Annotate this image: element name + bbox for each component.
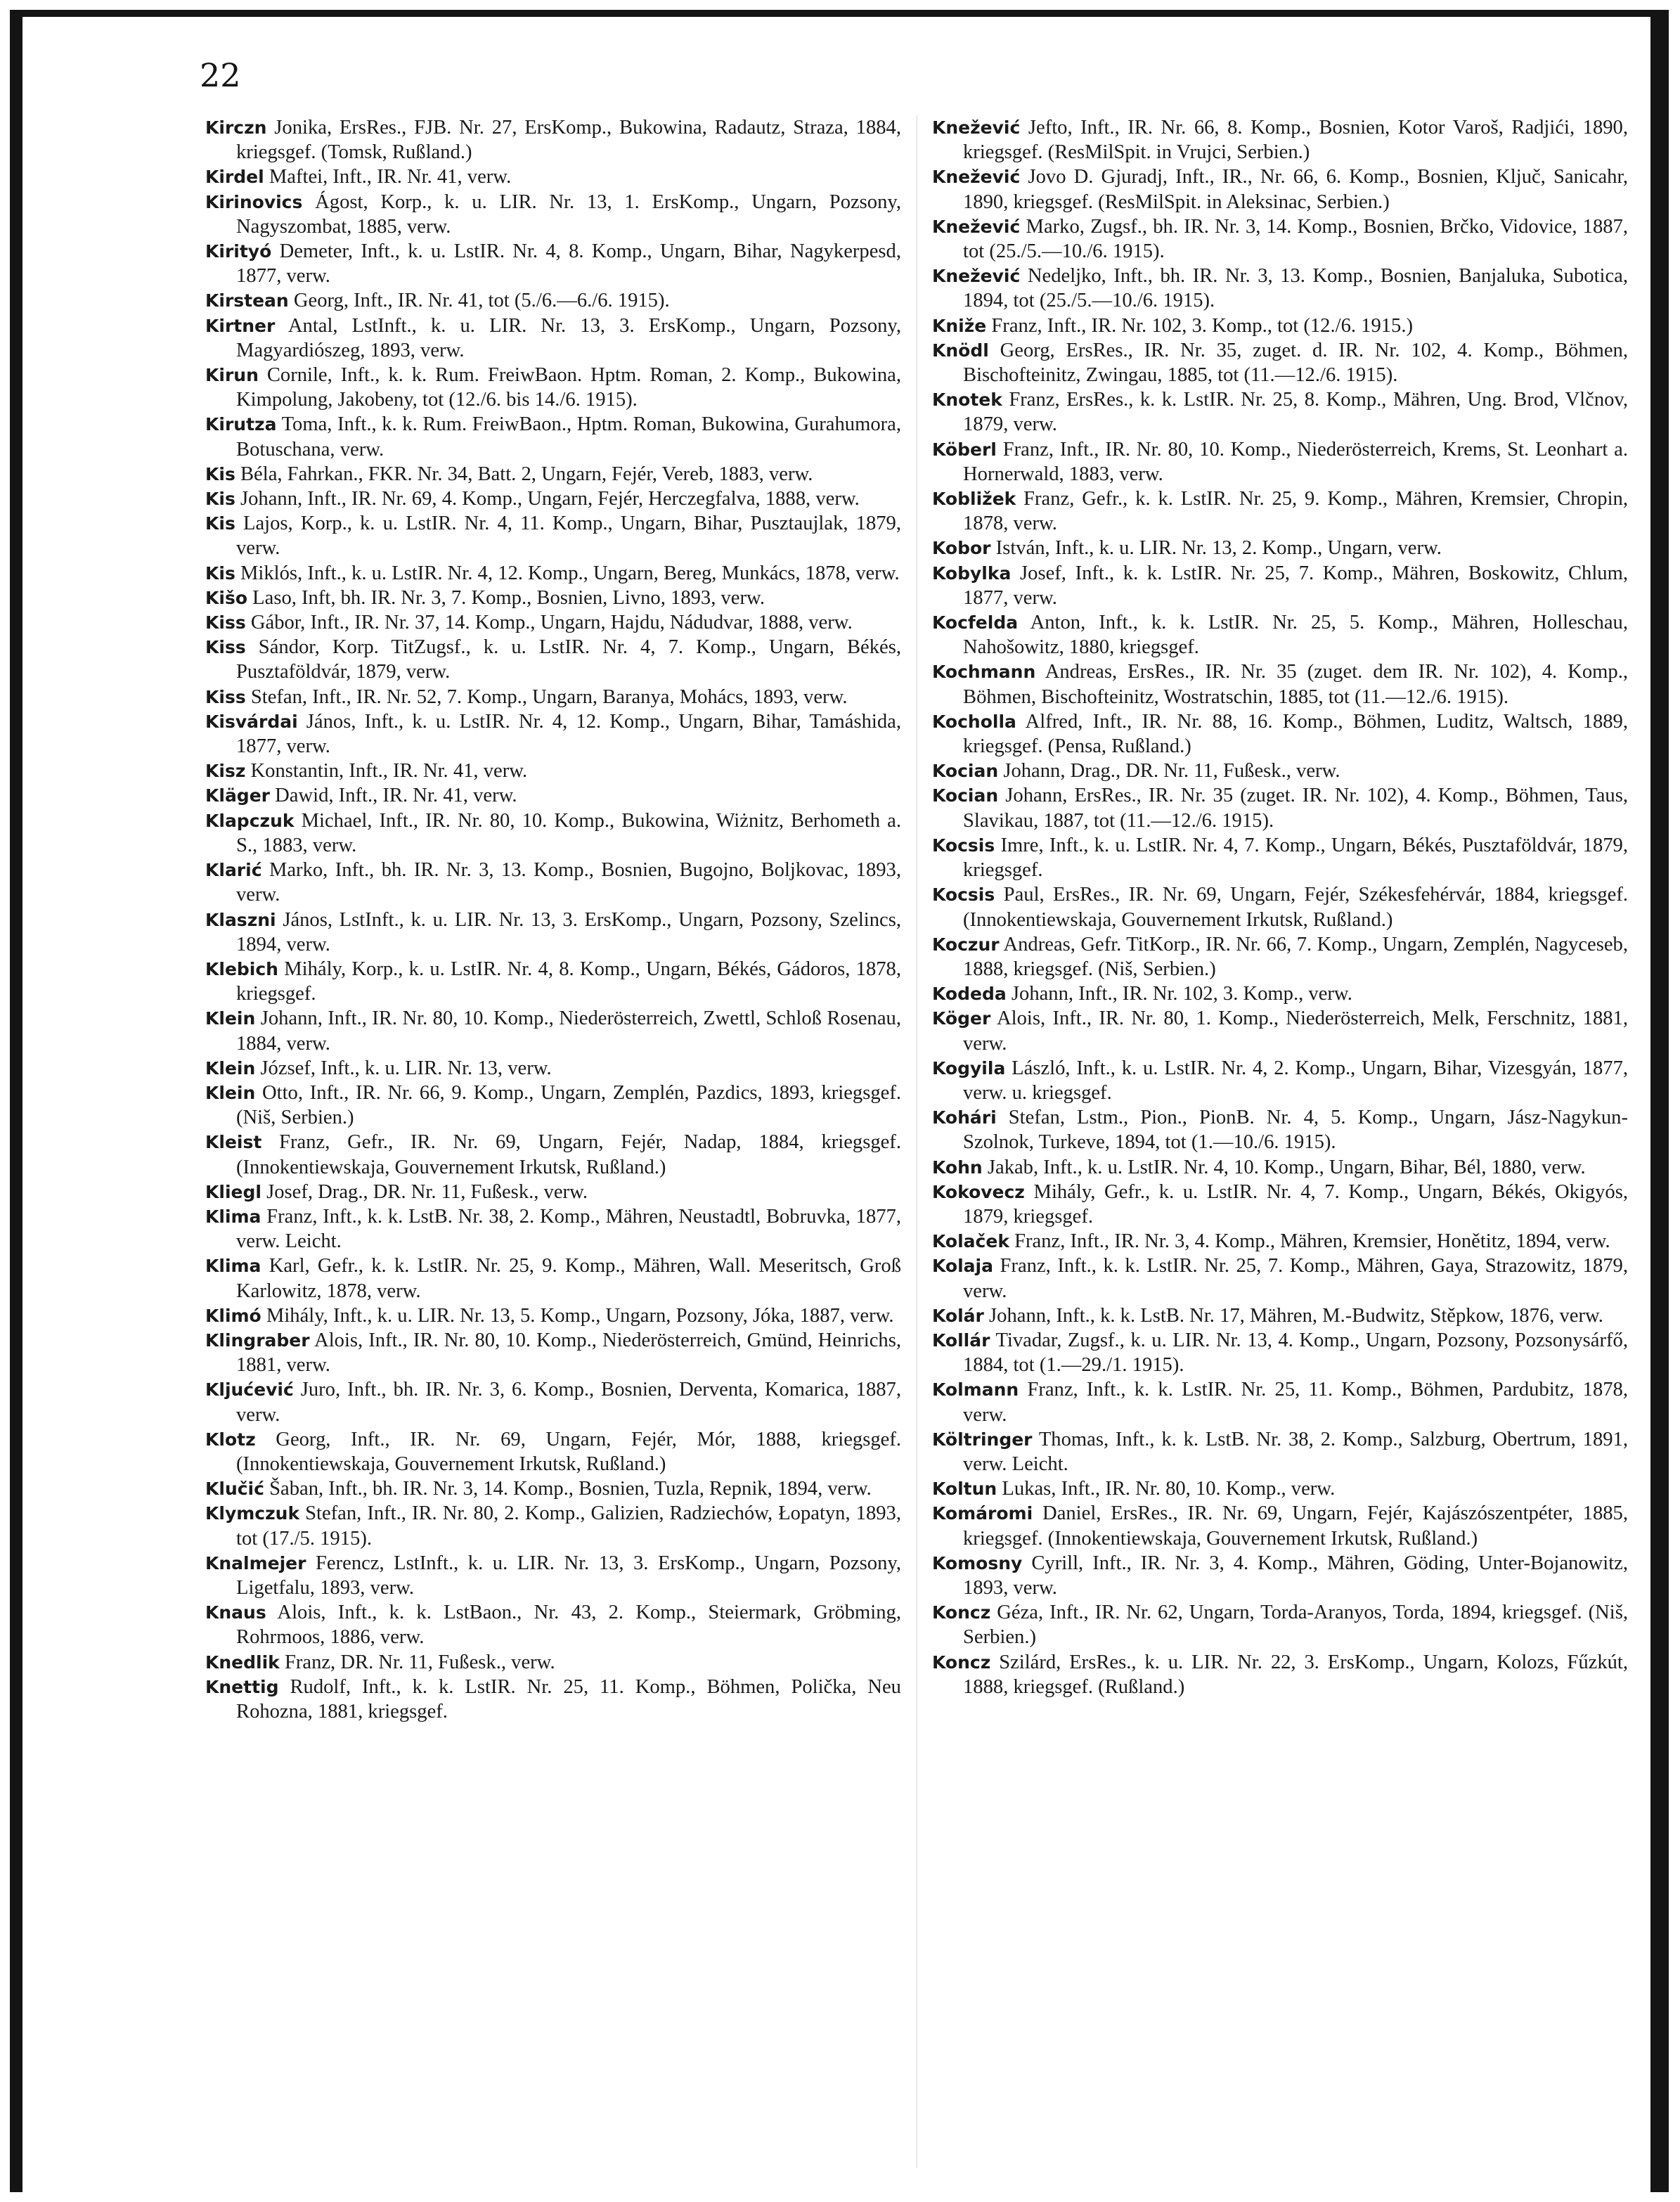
entry-details: Anton, Inft., k. k. LstIR. Nr. 25, 5. Komp., Mähren, Holleschau, Nahošowitz, 1880, kriegsgef. — [963, 612, 1628, 659]
scanned-page — [10, 10, 1669, 2192]
entry-details: Antal, LstInft., k. u. LIR. Nr. 13, 3. ErsKomp., Ungarn, Pozsony, Magyardiószeg, 1893, verw. — [236, 314, 901, 361]
entry-surname: Kocsis — [932, 835, 995, 856]
entry-surname: Klein — [205, 1008, 256, 1029]
entry-surname: Kohn — [932, 1157, 983, 1178]
list-item — [205, 1476, 901, 1501]
entry-surname: Kolmann — [932, 1379, 1019, 1401]
entry-surname: Kochmann — [932, 662, 1036, 683]
list-item — [932, 264, 1628, 313]
entry-surname: Kokovecz — [932, 1181, 1025, 1202]
list-item — [932, 1551, 1628, 1600]
entry-details: Jefto, Inft., IR. Nr. 66, 8. Komp., Bosnien, Kotor Varoš, Radjići, 1890, kriegsgef. (ResMilSpit. in Vrujci, Serbien.) — [963, 117, 1628, 164]
entry-surname: Klaszni — [205, 909, 276, 930]
list-item — [932, 115, 1628, 165]
entry-details: Mihály, Gefr., k. u. LstIR. Nr. 4, 7. Komp., Ungarn, Békés, Okigyós, 1879, kriegsgef. — [963, 1180, 1628, 1228]
list-item — [932, 314, 1628, 338]
entry-surname: Knežević — [932, 117, 1021, 138]
list-item — [205, 190, 901, 239]
entry-surname: Knotek — [932, 389, 1002, 411]
entry-surname: Klimó — [205, 1305, 261, 1326]
entry-surname: Knežević — [932, 266, 1021, 287]
entry-details: Stefan, Inft., IR. Nr. 52, 7. Komp., Ungarn, Baranya, Mohács, 1893, verw. — [250, 685, 848, 708]
list-item — [205, 759, 901, 783]
list-item — [205, 1006, 901, 1055]
list-item — [932, 1427, 1628, 1476]
entry-surname: Koczur — [932, 934, 1000, 955]
entry-details: Johann, Inft., IR. Nr. 80, 10. Komp., Niederösterreich, Zwettl, Schloß Rosenau, 1884, verw. — [236, 1007, 901, 1055]
entry-surname: Kirinovics — [205, 191, 303, 212]
entry-surname: Knettig — [205, 1676, 279, 1697]
list-item — [932, 1229, 1628, 1254]
entry-surname: Köger — [932, 1008, 991, 1029]
entry-surname: Kirtner — [205, 315, 276, 336]
entry-surname: Klima — [205, 1256, 261, 1277]
entry-surname: Kolaček — [932, 1231, 1009, 1252]
entry-surname: Klapczuk — [205, 810, 295, 831]
entry-surname: Kobližek — [932, 489, 1016, 510]
list-item — [205, 363, 901, 412]
entry-details: Ferencz, LstInft., k. u. LIR. Nr. 13, 3. ErsKomp., Ungarn, Pozsony, Ligetfalu, 1893, verw. — [236, 1552, 901, 1599]
list-item — [932, 487, 1628, 536]
entry-details: Toma, Inft., k. k. Rum. FreiwBaon., Hptm. Roman, Bukowina, Gurahumora, Botuschana, verw. — [236, 413, 901, 461]
entry-surname: Kliegl — [205, 1181, 261, 1202]
list-item — [932, 1006, 1628, 1055]
list-item — [205, 858, 901, 907]
entry-surname: Kljućević — [205, 1379, 294, 1401]
entry-surname: Klein — [205, 1057, 256, 1079]
entry-details: Andreas, Gefr. TitKorp., IR. Nr. 66, 7. Komp., Ungarn, Zemplén, Nagyceseb, 1888, kriegsgef. (Niš, Serbien.) — [963, 933, 1628, 980]
entry-details: Demeter, Inft., k. u. LstIR. Nr. 4, 8. Komp., Ungarn, Bihar, Nagykerpesd, 1877, verw. — [236, 240, 901, 288]
entry-surname: Kogyila — [932, 1057, 1006, 1079]
entry-surname: Klučić — [205, 1479, 264, 1500]
list-item — [205, 288, 901, 313]
entry-surname: Klingraber — [205, 1329, 310, 1351]
entry-details: Mihály, Inft., k. u. LIR. Nr. 13, 5. Komp., Ungarn, Pozsony, Jóka, 1887, verw. — [266, 1304, 894, 1327]
list-item — [205, 783, 901, 808]
list-item — [205, 1081, 901, 1130]
entry-surname: Kiss — [205, 612, 246, 633]
entry-details: Alois, Inft., IR. Nr. 80, 1. Komp., Niederösterreich, Melk, Ferschnitz, 1881, verw. — [963, 1007, 1628, 1055]
entry-details: Jovo D. Gjuradj, Inft., IR., Nr. 66, 6. Komp., Bosnien, Ključ, Sanicahr, 1890, kriegsgef. (ResMilSpit. in Aleksinac, Serbien.) — [963, 166, 1628, 213]
list-item — [932, 981, 1628, 1006]
entry-details: Paul, ErsRes., IR. Nr. 69, Ungarn, Fejér, Székesfehérvár, 1884, kriegsgef. (Innokentiewskaja, Gouvernement Irkutsk, Rußland.) — [963, 884, 1628, 931]
entry-surname: Knödl — [932, 340, 989, 361]
entry-details: Marko, Inft., bh. IR. Nr. 3, 13. Komp., Bosnien, Bugojno, Boljkovac, 1893, verw. — [236, 859, 902, 906]
entry-surname: Kläger — [205, 785, 270, 806]
list-item — [932, 1056, 1628, 1105]
list-item — [205, 685, 901, 709]
entry-details: Josef, Inft., k. k. LstIR. Nr. 25, 7. Komp., Mähren, Boskowitz, Chlum, 1877, verw. — [963, 562, 1628, 609]
list-item — [932, 338, 1628, 387]
entry-surname: Kis — [205, 489, 235, 510]
entry-surname: Kis — [205, 463, 235, 484]
entry-details: Géza, Inft., IR. Nr. 62, Ungarn, Torda-Aranyos, Torda, 1894, kriegsgef. (Niš, Serbien.) — [963, 1602, 1628, 1649]
entry-details: Jakab, Inft., k. u. LstIR. Nr. 4, 10. Komp., Ungarn, Bihar, Bél, 1880, verw. — [987, 1156, 1586, 1178]
entry-surname: Kis — [205, 513, 235, 534]
entry-surname: Klarić — [205, 860, 262, 881]
list-item — [932, 1377, 1628, 1427]
entry-details: Lajos, Korp., k. u. LstIR. Nr. 4, 11. Komp., Ungarn, Bihar, Pusztaujlak, 1879, verw. — [236, 513, 901, 560]
list-item — [932, 783, 1628, 832]
entry-details: Stefan, Inft., IR. Nr. 80, 2. Komp., Galizien, Radziechów, Łopatyn, 1893, tot (17./5. 1915). — [236, 1502, 901, 1550]
list-item — [205, 1427, 901, 1476]
list-item — [205, 165, 901, 189]
entry-surname: Köberl — [932, 439, 997, 460]
entry-details: Jonika, ErsRes., FJB. Nr. 27, ErsKomp., Bukowina, Radautz, Straza, 1884, kriegsgef. (Tomsk, Rußland.) — [236, 117, 901, 164]
entry-details: Gábor, Inft., IR. Nr. 37, 14. Komp., Ungarn, Hajdu, Nádudvar, 1888, verw. — [250, 612, 853, 634]
list-item — [932, 1105, 1628, 1154]
entry-details: Daniel, ErsRes., IR. Nr. 69, Ungarn, Fejér, Kajászószentpéter, 1885, kriegsgef. (Innokentiewskaja, Gouvernement Irkutsk, Rußland.) — [963, 1502, 1628, 1550]
entry-surname: Kodeda — [932, 984, 1007, 1005]
entry-surname: Kišo — [205, 587, 247, 608]
list-item — [205, 1675, 901, 1724]
list-item — [205, 1650, 901, 1675]
entry-details: Thomas, Inft., k. k. LstB. Nr. 38, 2. Komp., Salzburg, Obertrum, 1891, verw. Leicht. — [963, 1428, 1628, 1475]
list-item — [932, 536, 1628, 560]
list-item — [205, 610, 901, 635]
entry-surname: Knežević — [932, 216, 1021, 237]
entry-details: Miklós, Inft., k. u. LstIR. Nr. 4, 12. Komp., Ungarn, Bereg, Munkács, 1878, verw. — [240, 562, 900, 584]
list-item — [932, 1501, 1628, 1550]
entry-surname: Knalmejer — [205, 1552, 306, 1573]
list-item — [205, 1180, 901, 1204]
scan-border-top — [10, 10, 1669, 17]
entry-surname: Kis — [205, 562, 235, 584]
entry-details: Johann, Inft., k. k. LstB. Nr. 17, Mähren, M.-Budwitz, Stěpkow, 1876, verw. — [989, 1304, 1603, 1327]
list-item — [205, 462, 901, 487]
entry-details: Juro, Inft., bh. IR. Nr. 3, 6. Komp., Bosnien, Derventa, Komarica, 1887, verw. — [236, 1379, 901, 1426]
entry-surname: Komosny — [932, 1552, 1023, 1573]
entry-surname: Kirun — [205, 365, 259, 386]
list-item — [205, 239, 901, 288]
entry-surname: Kniže — [932, 315, 987, 336]
entry-surname: Kobylka — [932, 562, 1012, 584]
entry-surname: Knaus — [205, 1602, 266, 1623]
entry-details: László, Inft., k. u. LstIR. Nr. 4, 2. Komp., Ungarn, Bihar, Vizesgyán, 1877, verw. u. kriegsgef. — [963, 1057, 1629, 1104]
entry-details: Tivadar, Zugsf., k. u. LIR. Nr. 13, 4. Komp., Ungarn, Pozsony, Pozsonysárfő, 1884, tot (1.—29./1. 1915). — [963, 1329, 1628, 1377]
entry-details: Laso, Inft, bh. IR. Nr. 3, 7. Komp., Bosnien, Livno, 1893, verw. — [252, 586, 765, 609]
entry-surname: Kohári — [932, 1107, 997, 1128]
entry-details: Franz, Inft., IR. Nr. 102, 3. Komp., tot (12./6. 1915.) — [991, 314, 1414, 337]
entry-details: Franz, Gefr., IR. Nr. 69, Ungarn, Fejér, Nadap, 1884, kriegsgef. (Innokentiewskaja, Gouvernement Irkutsk, Rußland.) — [236, 1131, 901, 1178]
list-item — [205, 908, 901, 957]
entry-details: Franz, Inft., k. k. LstIR. Nr. 25, 11. Komp., Böhmen, Pardubitz, 1878, verw. — [963, 1379, 1628, 1426]
list-item — [205, 957, 901, 1006]
list-item — [932, 1180, 1628, 1229]
entry-surname: Kocholla — [932, 711, 1016, 732]
left-column — [205, 115, 901, 1724]
list-item — [205, 1130, 901, 1179]
entry-details: Andreas, ErsRes., IR. Nr. 35 (zuget. dem IR. Nr. 102), 4. Komp., Böhmen, Bischofteinitz, Wostratschin, 1885, tot (11.—12./6. 1915). — [963, 661, 1629, 708]
list-item — [205, 635, 901, 684]
list-item — [205, 1056, 901, 1081]
list-item — [205, 487, 901, 511]
list-item — [932, 610, 1628, 659]
list-item — [932, 1328, 1628, 1377]
entry-details: Sándor, Korp. TitZugsf., k. u. LstIR. Nr. 4, 7. Komp., Ungarn, Békés, Pusztaföldvár, 1879, verw. — [236, 636, 901, 683]
list-item — [932, 387, 1628, 437]
entry-surname: Kocsis — [932, 884, 995, 906]
entry-surname: Knežević — [932, 167, 1021, 188]
entry-surname: Kobor — [932, 538, 991, 559]
entry-details: Franz, Inft., IR. Nr. 3, 4. Komp., Mähren, Kremsier, Honětitz, 1894, verw. — [1014, 1230, 1610, 1253]
entry-surname: Kisvárdai — [205, 711, 298, 732]
list-item — [932, 214, 1628, 264]
list-item — [205, 314, 901, 363]
entry-details: Béla, Fahrkan., FKR. Nr. 34, Batt. 2, Ungarn, Fejér, Vereb, 1883, verw. — [240, 463, 813, 485]
scan-border-left — [10, 10, 22, 2192]
entry-details: Lukas, Inft., IR. Nr. 80, 10. Komp., verw. — [1002, 1478, 1336, 1500]
list-item — [205, 561, 901, 586]
entry-details: István, Inft., k. u. LIR. Nr. 13, 2. Komp., Ungarn, verw. — [995, 537, 1442, 560]
entry-details: Nedeljko, Inft., bh. IR. Nr. 3, 13. Komp., Bosnien, Banjaluka, Subotica, 1894, tot (25./5.—10./6. 1915). — [963, 265, 1628, 312]
entry-details: Franz, Inft., k. k. LstIR. Nr. 25, 7. Komp., Mähren, Gaya, Strazowitz, 1879, verw. — [963, 1255, 1628, 1302]
entry-details: Georg, ErsRes., IR. Nr. 35, zuget. d. IR. Nr. 102, 4. Komp., Böhmen, Bischofteinitz, Zwingau, 1885, tot (11.—12./6. 1915). — [963, 339, 1628, 387]
entry-surname: Kollár — [932, 1329, 990, 1351]
entry-details: Imre, Inft., k. u. LstIR. Nr. 4, 7. Komp., Ungarn, Békés, Pusztaföldvár, 1879, kriegsgef. — [963, 834, 1628, 882]
list-item — [205, 1204, 901, 1254]
entry-details: Franz, Gefr., k. k. LstIR. Nr. 25, 9. Komp., Mähren, Kremsier, Chropin, 1878, verw. — [963, 488, 1628, 535]
list-item — [205, 586, 901, 610]
entry-details: Cornile, Inft., k. k. Rum. FreiwBaon. Hptm. Roman, 2. Komp., Bukowina, Kimpolung, Jakobeny, tot (12./6. bis 14./6. 1915). — [236, 364, 901, 411]
entry-surname: Klymczuk — [205, 1503, 300, 1524]
list-item — [205, 809, 901, 858]
list-item — [205, 1328, 901, 1377]
entry-details: Cyrill, Inft., IR. Nr. 3, 4. Komp., Mähren, Göding, Unter-Bojanowitz, 1893, verw. — [963, 1552, 1628, 1599]
list-item — [932, 759, 1628, 783]
entry-details: Maftei, Inft., IR. Nr. 41, verw. — [269, 166, 512, 188]
entry-details: Johann, Inft., IR. Nr. 102, 3. Komp., verw. — [1011, 983, 1352, 1005]
entry-details: Franz, DR. Nr. 11, Fußesk., verw. — [284, 1651, 555, 1673]
entry-surname: Kocfelda — [932, 612, 1019, 633]
list-item — [932, 1476, 1628, 1501]
entry-surname: Kirczn — [205, 117, 267, 138]
list-item — [932, 1303, 1628, 1328]
list-item — [205, 115, 901, 165]
list-item — [205, 511, 901, 560]
list-item — [932, 659, 1628, 709]
entry-surname: Kleist — [205, 1132, 262, 1153]
entry-surname: Kolaja — [932, 1256, 993, 1277]
entry-details: József, Inft., k. u. LIR. Nr. 13, verw. — [260, 1057, 552, 1079]
entry-details: Mihály, Korp., k. u. LstIR. Nr. 4, 8. Komp., Ungarn, Békés, Gádoros, 1878, kriegsgef. — [236, 958, 901, 1005]
entry-details: Georg, Inft., IR. Nr. 41, tot (5./6.—6./6. 1915). — [293, 290, 670, 312]
list-item — [932, 1155, 1628, 1180]
list-item — [932, 1650, 1628, 1699]
entry-details: Ágost, Korp., k. u. LIR. Nr. 13, 1. ErsKomp., Ungarn, Pozsony, Nagyszombat, 1885, verw. — [236, 191, 901, 238]
entry-surname: Klotz — [205, 1429, 256, 1450]
list-item — [205, 1303, 901, 1328]
entry-surname: Klein — [205, 1082, 256, 1103]
entry-details: Marko, Zugsf., bh. IR. Nr. 3, 14. Komp., Bosnien, Brčko, Vidovice, 1887, tot (25./5.—10./6. 1915). — [963, 215, 1628, 263]
entry-surname: Kolár — [932, 1305, 984, 1326]
entry-surname: Knedlik — [205, 1652, 280, 1673]
entry-details: János, Inft., k. u. LstIR. Nr. 4, 12. Komp., Ungarn, Bihar, Tamáshida, 1877, verw. — [236, 710, 901, 758]
entry-surname: Klebich — [205, 958, 278, 979]
entry-details: Karl, Gefr., k. k. LstIR. Nr. 25, 9. Komp., Mähren, Wall. Meseritsch, Groß Karlowitz, 1878, verw. — [236, 1255, 902, 1302]
entry-details: Šaban, Inft., bh. IR. Nr. 3, 14. Komp., Bosnien, Tuzla, Repnik, 1894, verw. — [269, 1478, 872, 1500]
entry-surname: Kiss — [205, 686, 246, 707]
entry-details: Alfred, Inft., IR. Nr. 88, 16. Komp., Böhmen, Luditz, Waltsch, 1889, kriegsgef. (Pensa, Rußland.) — [963, 710, 1628, 758]
entry-details: Josef, Drag., DR. Nr. 11, Fußesk., verw. — [266, 1180, 588, 1203]
entry-surname: Kisz — [205, 761, 246, 782]
list-item — [205, 1600, 901, 1649]
entry-surname: Költringer — [932, 1429, 1033, 1450]
list-item — [205, 1254, 901, 1303]
list-item — [205, 1551, 901, 1600]
page-number: 22 — [200, 56, 241, 94]
entry-details: Michael, Inft., IR. Nr. 80, 10. Komp., Bukowina, Wiżnitz, Berhometh a. S., 1883, verw. — [236, 809, 901, 856]
list-item — [932, 1254, 1628, 1303]
entry-details: Stefan, Lstm., Pion., PionB. Nr. 4, 5. Komp., Ungarn, Jász-Nagykun-Szolnok, Turkeve, 1894, tot (1.—10./6. 1915). — [963, 1107, 1628, 1154]
entry-surname: Kocian — [932, 761, 999, 782]
entry-details: Franz, Inft., IR. Nr. 80, 10. Komp., Niederösterreich, Krems, St. Leonhart a. Hornerwald, 1883, verw. — [963, 438, 1628, 485]
entry-details: Franz, Inft., k. k. LstB. Nr. 38, 2. Komp., Mähren, Neustadtl, Bobruvka, 1877, verw. Leicht. — [236, 1205, 901, 1253]
entry-surname: Kirutza — [205, 414, 277, 435]
entry-surname: Kirstean — [205, 290, 289, 311]
list-item — [205, 709, 901, 759]
scan-border-right — [1650, 10, 1669, 2192]
list-item — [932, 561, 1628, 610]
entry-surname: Klima — [205, 1206, 261, 1227]
list-item — [932, 932, 1628, 981]
entry-details: Johann, Drag., DR. Nr. 11, Fußesk., verw. — [1003, 760, 1340, 783]
entry-surname: Koltun — [932, 1479, 997, 1500]
entry-details: Johann, ErsRes., IR. Nr. 35 (zuget. IR. Nr. 102), 4. Komp., Böhmen, Taus, Slavikau, 1887, tot (11.—12./6. 1915). — [963, 785, 1628, 832]
list-item — [205, 1377, 901, 1427]
entry-details: Franz, ErsRes., k. k. LstIR. Nr. 25, 8. Komp., Mähren, Ung. Brod, Vlčnov, 1879, verw. — [963, 389, 1629, 436]
entry-details: Dawid, Inft., IR. Nr. 41, verw. — [275, 785, 517, 807]
list-item — [932, 437, 1628, 487]
right-column — [932, 115, 1628, 1699]
list-item — [932, 1600, 1628, 1649]
list-item — [205, 1501, 901, 1550]
list-item — [932, 833, 1628, 882]
list-item — [932, 882, 1628, 932]
list-item — [932, 709, 1628, 759]
entry-details: Alois, Inft., k. k. LstBaon., Nr. 43, 2. Komp., Steiermark, Gröbming, Rohrmoos, 1886, verw. — [236, 1602, 901, 1649]
entry-details: Szilárd, ErsRes., k. u. LIR. Nr. 22, 3. ErsKomp., Ungarn, Kolozs, Fűzkút, 1888, kriegsgef. (Rußland.) — [963, 1651, 1629, 1698]
entry-details: Rudolf, Inft., k. k. LstIR. Nr. 25, 11. Komp., Böhmen, Polička, Neu Rohozna, 1881, kriegsgef. — [236, 1675, 901, 1723]
entry-details: János, LstInft., k. u. LIR. Nr. 13, 3. ErsKomp., Ungarn, Pozsony, Szelincs, 1894, verw. — [236, 908, 902, 955]
entry-surname: Kocian — [932, 785, 999, 806]
entry-surname: Koncz — [932, 1652, 991, 1673]
entry-details: Georg, Inft., IR. Nr. 69, Ungarn, Fejér, Mór, 1888, kriegsgef. (Innokentiewskaja, Gouvernement Irkutsk, Rußland.) — [236, 1428, 901, 1475]
entry-details: Otto, Inft., IR. Nr. 66, 9. Komp., Ungarn, Zemplén, Pazdics, 1893, kriegsgef. (Niš, Serbien.) — [236, 1081, 901, 1129]
entry-details: Konstantin, Inft., IR. Nr. 41, verw. — [250, 760, 528, 783]
entry-surname: Komáromi — [932, 1503, 1033, 1524]
entry-surname: Kirityó — [205, 241, 272, 262]
entry-surname: Koncz — [932, 1602, 991, 1623]
list-item — [205, 412, 901, 461]
entry-details: Johann, Inft., IR. Nr. 69, 4. Komp., Ungarn, Fejér, Herczegfalva, 1888, verw. — [240, 488, 860, 510]
entry-surname: Kiss — [205, 637, 246, 658]
list-item — [932, 165, 1628, 214]
entry-details: Alois, Inft., IR. Nr. 80, 10. Komp., Niederösterreich, Gmünd, Heinrichs, 1881, verw. — [236, 1329, 901, 1377]
entry-surname: Kirdel — [205, 167, 264, 188]
